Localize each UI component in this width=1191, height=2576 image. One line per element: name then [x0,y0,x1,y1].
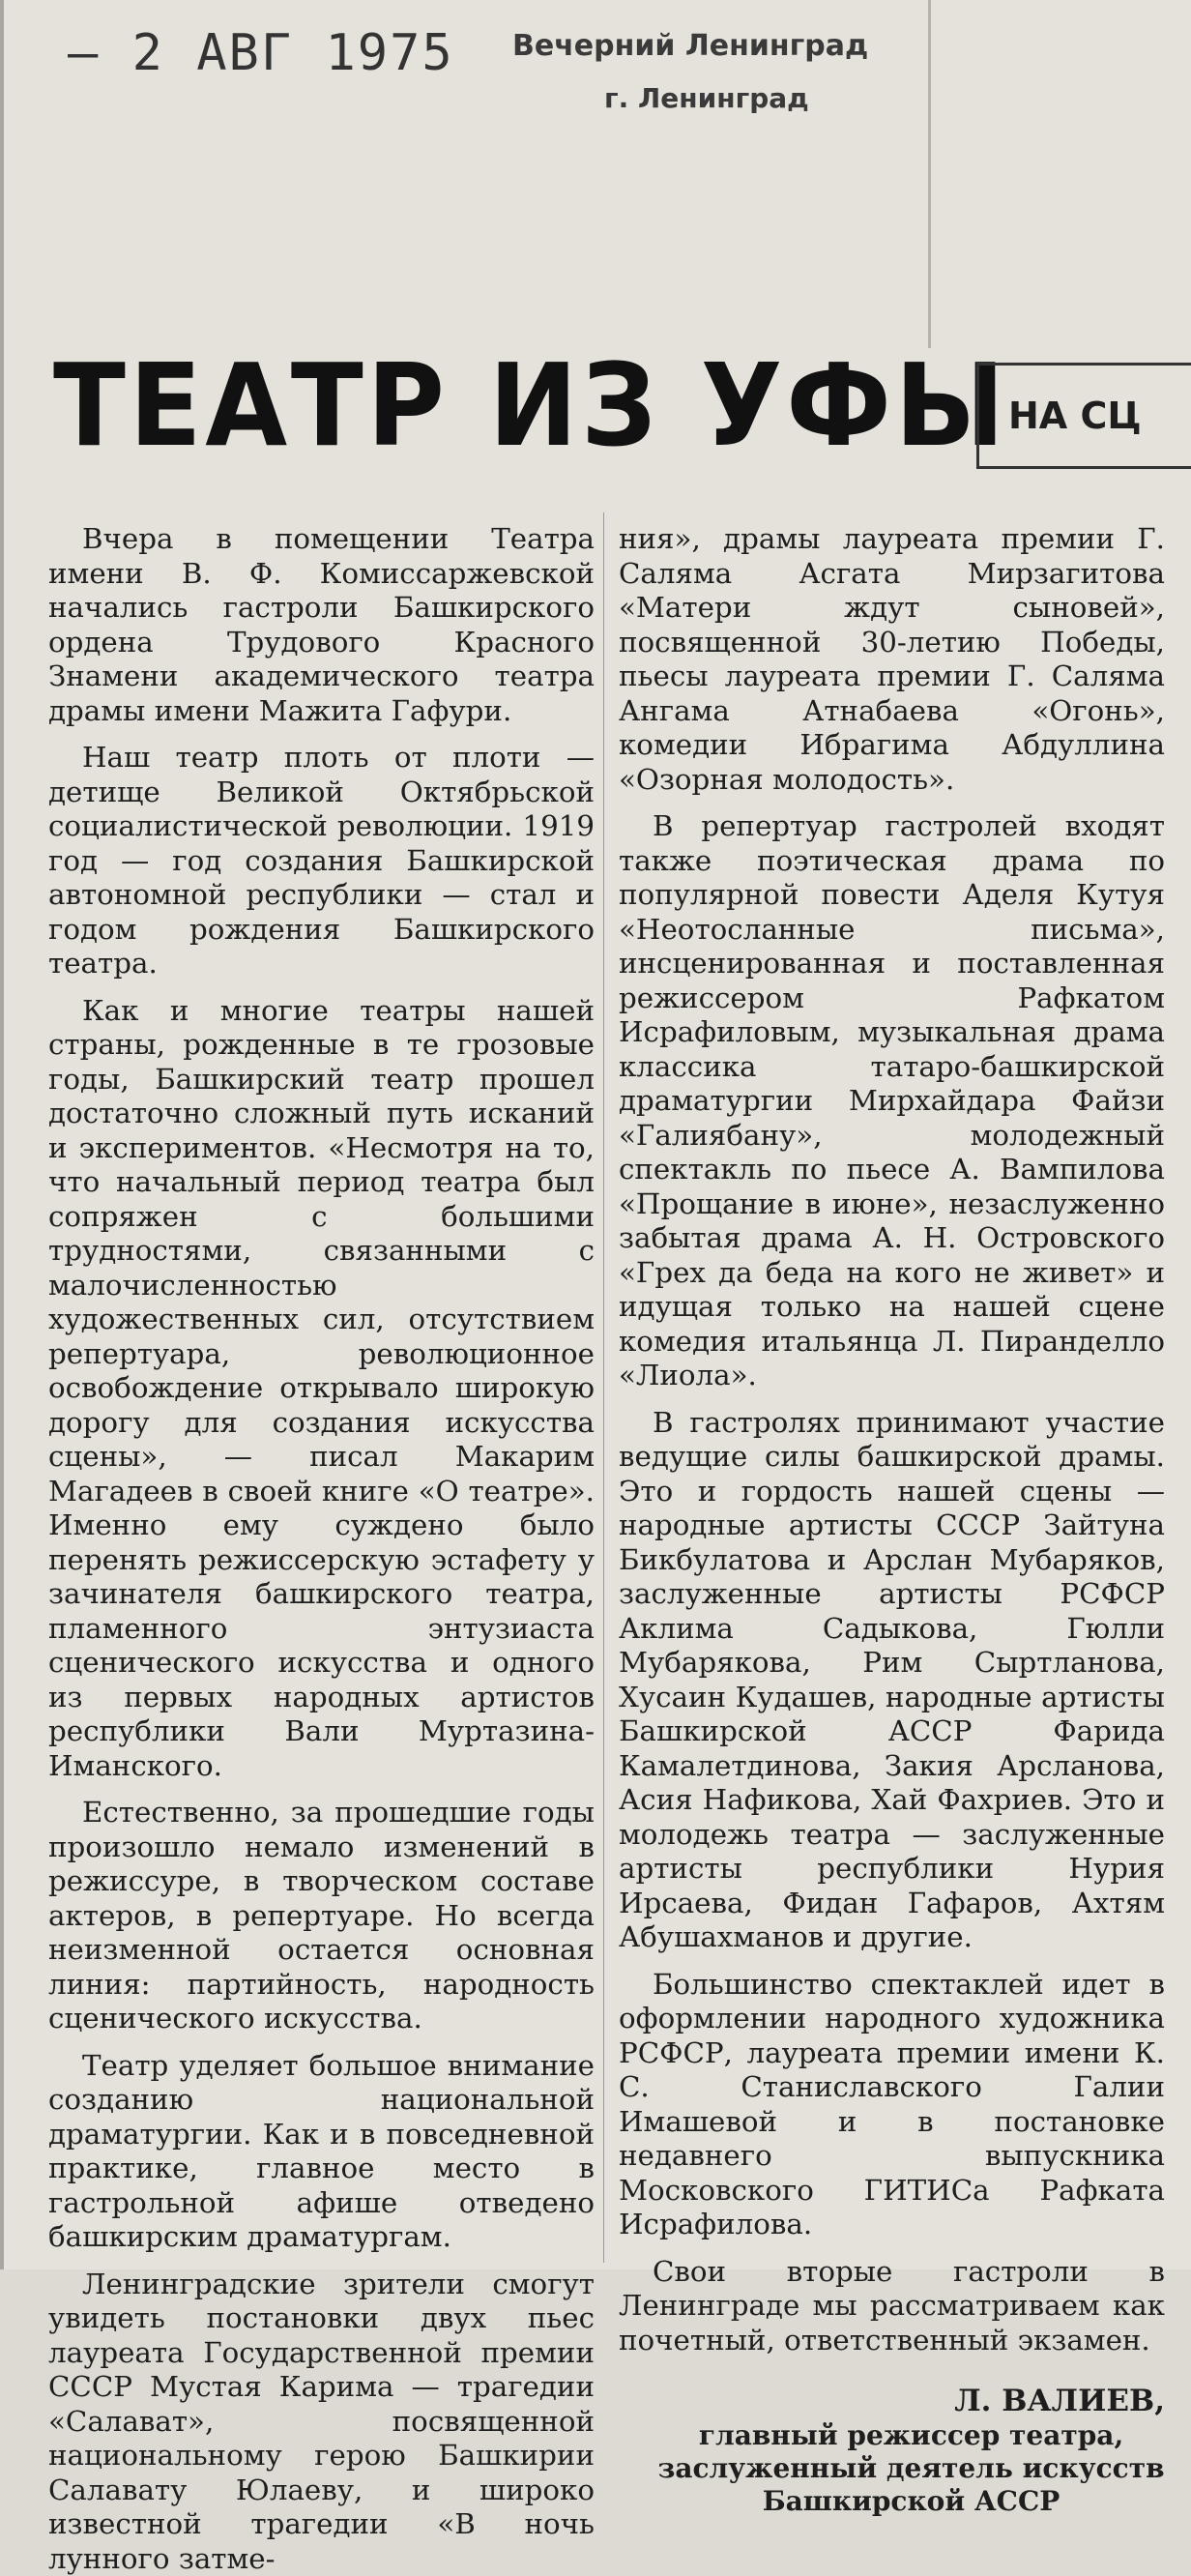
clipping-edge [0,0,4,2269]
city-stamp: г. Ленинград [604,82,809,114]
article-column-right [619,522,1165,2518]
author-name: Л. ВАЛИЕВ, [619,2385,1165,2419]
paragraph: Большинство спектаклей идет в оформлении народного художника РСФСР, лауреата премии имени К. С. Станиславского Галии Имашевой и в постановке недавнего выпускника Московского ГИТИСа Рафката Исрафилова. [619,1968,1165,2242]
paragraph: В репертуар гастролей входят также поэтическая драма по популярной повести Аделя Кутуя «Неотосланные письма», инсценированная и поставленная режиссером Рафкатом Исрафиловым, музыкальная драма классика татаро-башкирской драматургии Мирхайдара Файзи «Галиябану», молодежный спектакль по пьесе А. Вампилова «Прощание в июне», незаслуженно забытая драма А. Н. Островского «Грех да беда на кого не живет» и идущая только на нашей сцене комедия итальянца Л. Пиранделло «Лиола». [619,809,1165,1393]
paragraph: Как и многие театры нашей страны, рожденные в те грозовые годы, Башкирский театр прошел достаточно сложный путь исканий и экспериментов. «Несмотря на то, что начальный период театра был сопряжен с большими трудностями, связанными с малочисленностью художественных сил, отсутствием репертуара, революционное освобождение открывало широкую дорогу для создания искусства сцены», — писал Макарим Магадеев в своей книге «О театре». Именно ему суждено было перенять режиссерскую эстафету у зачинателя башкирского театра, пламенного энтузиаста сценического искусства и одного из первых народных артистов республики Вали Муртазина-Иманского. [48,994,595,1784]
rubric-text: НА СЦ [1008,395,1142,437]
paragraph: Свои вторые гастроли в Ленинграде мы рассматриваем как почетный, ответственный экзамен. [619,2255,1165,2358]
paragraph: Ленинградские зрители смогут увидеть постановки двух пьес лауреата Государственной премии СССР Мустая Карима — трагедии «Салават», посвященной национальному герою Башкирии Салавату Юлаеву, и широко известной трагедии «В ночь лунного затме- [48,2268,595,2576]
article-column-left [48,522,595,2576]
clipping-edge-right [928,0,931,348]
date-stamp: – 2 АВГ 1975 [68,24,454,82]
paragraph: В гастролях принимают участие ведущие силы башкирской драмы. Это и гордость нашей сцены — народные артисты СССР Зайтуна Бикбулатова и Арслан Мубаряков, заслуженные артисты РСФСР Аклима Садыкова, Гюлли Мубарякова, Рим Сыртланова, Хусаин Кудашев, народные артисты Башкирской АССР Фарида Камалетдинова, Закия Арсланова, Асия Нафикова, Хай Фахриев. Это и молодежь театра — заслуженные артисты республики Нурия Ирсаева, Фидан Гафаров, Ахтям Абушахманов и другие. [619,1406,1165,1955]
rubric-box [976,363,1191,469]
paragraph: ния», драмы лауреата премии Г. Саляма Асгата Мирзагитова «Матери ждут сыновей», посвященной 30-летию Победы, пьесы лауреата премии Г. Саляма Ангама Атнабаева «Огонь», комедии Ибрагима Абдуллина «Озорная молодость». [619,522,1165,797]
paragraph: Вчера в помещении Театра имени В. Ф. Комиссаржевской начались гастроли Башкирского ордена Трудового Красного Знамени академического театра драмы имени Мажита Гафури. [48,522,595,728]
paragraph: Естественно, за прошедшие годы произошло немало изменений в режиссуре, в творческом составе актеров, в репертуаре. Но всегда неизменной остается основная линия: партийность, народность сценического искусства. [48,1796,595,2036]
author-caption: главный режиссер театра, заслуженный деятель искусств Башкирской АССР [619,2419,1165,2518]
newspaper-stamp: Вечерний Ленинград [512,29,868,63]
column-divider [603,512,604,2263]
headline: ТЕАТР ИЗ УФЫ [53,338,1008,472]
paragraph: Наш театр плоть от плоти — детище Великой Октябрьской социалистической революции. 1919 год — год создания Башкирской автономной республики — стал и годом рождения Башкирского театра. [48,741,595,981]
paragraph: Театр уделяет большое внимание созданию национальной драматургии. Как и в повседневной практике, главное место в гастрольной афише отведено башкирским драматургам. [48,2049,595,2255]
